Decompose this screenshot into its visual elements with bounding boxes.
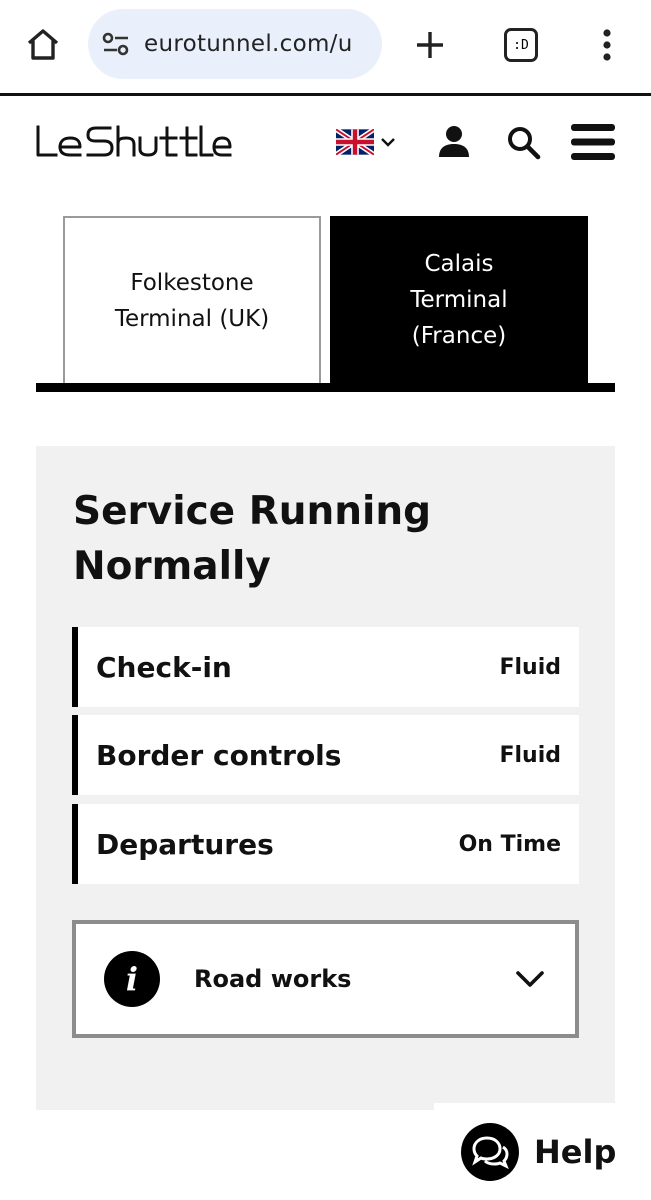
address-bar[interactable] — [88, 9, 382, 79]
tab-label: Folkestone Terminal (UK) — [114, 270, 270, 332]
tab-label: Calais Terminal (France) — [410, 251, 508, 349]
chevron-down-icon — [515, 969, 545, 989]
uk-flag-icon — [336, 129, 374, 155]
language-selector[interactable] — [336, 127, 400, 157]
home-icon — [25, 26, 61, 62]
hamburger-menu-icon[interactable] — [570, 123, 616, 161]
site-header — [0, 99, 651, 189]
status-row-label: Check-in — [96, 650, 232, 684]
home-button[interactable] — [20, 24, 66, 64]
help-button[interactable] — [434, 1103, 651, 1200]
tab-switcher-button[interactable] — [500, 24, 542, 66]
tab-count: :D — [504, 28, 538, 62]
road-works-accordion[interactable] — [72, 920, 579, 1038]
status-row-departures — [72, 804, 579, 884]
status-title: Service Running Normally — [73, 489, 432, 589]
status-row-value: Fluid — [499, 654, 561, 680]
chevron-down-icon — [380, 136, 396, 148]
tab-folkestone-terminal[interactable] — [63, 216, 321, 384]
browser-toolbar — [0, 0, 651, 96]
plus-icon — [414, 29, 446, 61]
tab-underline — [36, 383, 615, 392]
new-tab-button[interactable] — [408, 24, 452, 66]
help-label: Help — [534, 1132, 617, 1171]
status-row-check-in — [72, 627, 579, 707]
info-icon: i — [104, 951, 160, 1007]
search-icon[interactable] — [505, 124, 541, 160]
site-settings-icon[interactable] — [88, 9, 144, 79]
tab-calais-terminal[interactable] — [330, 216, 588, 384]
chat-bubbles-icon — [461, 1123, 519, 1181]
status-row-label: Departures — [96, 827, 274, 861]
browser-menu-button[interactable] — [592, 24, 622, 66]
status-row-value: Fluid — [499, 742, 561, 768]
leshuttle-logo[interactable] — [36, 125, 232, 159]
url-text: eurotunnel.com/u — [144, 31, 353, 57]
accordion-label: Road works — [194, 965, 352, 993]
status-row-value: On Time — [458, 831, 561, 857]
status-row-border-controls — [72, 715, 579, 795]
more-vert-icon — [602, 28, 612, 62]
service-status-panel — [36, 446, 615, 1110]
account-icon[interactable] — [436, 123, 472, 159]
status-row-label: Border controls — [96, 738, 342, 772]
